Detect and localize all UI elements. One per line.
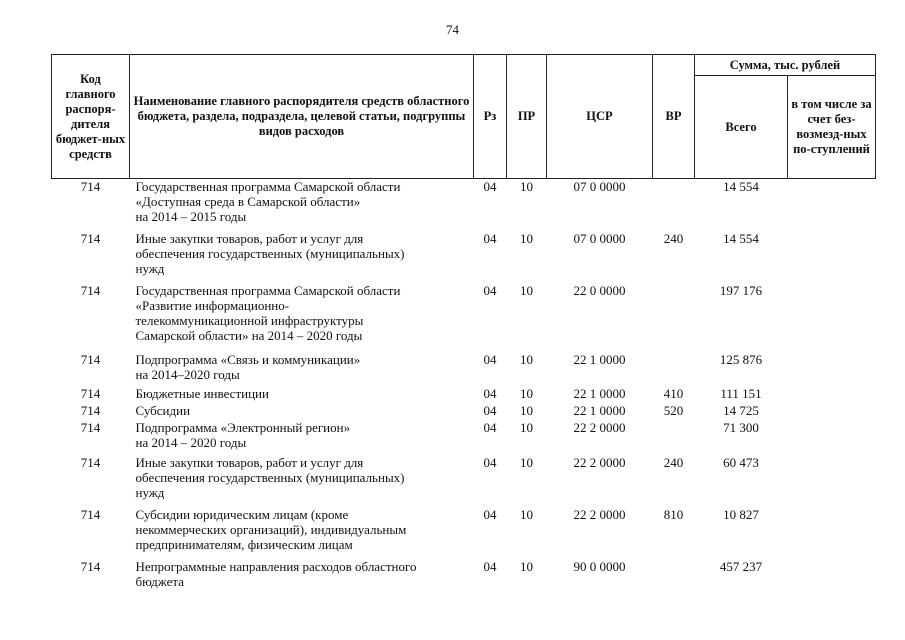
cell-vr — [653, 559, 695, 593]
cell-vr: 240 — [663, 230, 684, 246]
cell-vr — [653, 420, 695, 455]
cell-csr: 22 2 0000 — [573, 454, 626, 470]
cell-vr — [653, 352, 695, 386]
cell-name: Иные закупки товаров, работ и услуг для обеспечения государственных (муниципальных) нужд — [135, 454, 405, 500]
cell-code: 714 — [80, 419, 101, 435]
cell-code: 714 — [80, 385, 101, 401]
cell-rz: 04 — [483, 179, 497, 194]
cell-name: Государственная программа Самарской области «Доступная среда в Самарской области» на 2014 – 2015 годы — [135, 179, 401, 224]
cell-pr: 10 — [520, 351, 533, 367]
cell-incl — [788, 559, 876, 593]
cell-rz: 04 — [483, 282, 497, 298]
cell-total: 125 876 — [719, 351, 763, 367]
cell-name: Бюджетные инвестиции — [135, 385, 269, 401]
table-row — [52, 455, 876, 507]
cell-incl — [788, 403, 876, 420]
cell-incl — [788, 179, 876, 231]
header-vr: ВР — [653, 55, 695, 179]
header-rz: Рз — [474, 55, 507, 179]
table-row — [52, 507, 876, 559]
cell-name: Субсидии юридическим лицам (кроме некоммерческих организаций), индивидуальным предпринимателям, физическим лицам — [135, 506, 407, 552]
cell-code: 714 — [80, 230, 101, 246]
table-row — [52, 179, 876, 231]
cell-incl — [788, 420, 876, 455]
cell-incl — [788, 231, 876, 283]
header-sum-group: Сумма, тыс. рублей — [695, 55, 876, 76]
cell-total: 60 473 — [723, 454, 759, 470]
cell-csr: 90 0 0000 — [573, 558, 626, 574]
table-header — [52, 55, 876, 179]
cell-name: Государственная программа Самарской области «Развитие информационно- телекоммуникационной инфраструктуры Самарской области» на 2014 – 2020 годы — [135, 282, 401, 343]
cell-pr: 10 — [520, 385, 533, 401]
table-row — [52, 420, 876, 455]
cell-pr: 10 — [520, 506, 533, 522]
cell-rz: 04 — [483, 454, 497, 470]
header-name: Наименование главного распорядителя средств областного бюджета, раздела, подраздела, целевой статьи, подгруппы видов расходов — [130, 55, 474, 179]
cell-name: Субсидии — [135, 402, 191, 418]
cell-pr: 10 — [520, 282, 533, 298]
header-csr: ЦСР — [547, 55, 653, 179]
cell-csr: 07 0 0000 — [573, 179, 626, 194]
cell-pr: 10 — [520, 419, 533, 435]
cell-vr: 410 — [663, 385, 684, 401]
cell-code: 714 — [80, 179, 101, 194]
cell-vr: 810 — [663, 506, 684, 522]
cell-incl — [788, 283, 876, 352]
cell-total: 197 176 — [719, 282, 763, 298]
table-row — [52, 283, 876, 352]
cell-name: Подпрограмма «Связь и коммуникации» на 2014–2020 годы — [135, 351, 361, 382]
cell-name: Непрограммные направления расходов областного бюджета — [135, 558, 417, 589]
table-row — [52, 403, 876, 420]
cell-vr — [653, 179, 695, 231]
cell-code: 714 — [80, 282, 101, 298]
page-number: 74 — [446, 22, 459, 37]
cell-total: 14 554 — [723, 230, 759, 246]
cell-incl — [788, 455, 876, 507]
table-row — [52, 231, 876, 283]
cell-csr: 22 2 0000 — [573, 419, 626, 435]
cell-rz: 04 — [483, 558, 497, 574]
header-total: Всего — [695, 76, 788, 179]
cell-csr: 22 1 0000 — [573, 402, 626, 418]
cell-incl — [788, 507, 876, 559]
cell-rz: 04 — [483, 506, 497, 522]
cell-vr: 520 — [663, 402, 684, 418]
cell-total: 111 151 — [720, 385, 762, 401]
cell-incl — [788, 352, 876, 386]
cell-code: 714 — [80, 454, 101, 470]
header-incl: в том числе за счет без-возмезд-ных по-ступлений — [788, 76, 876, 179]
cell-rz: 04 — [483, 419, 497, 435]
cell-incl — [788, 386, 876, 403]
cell-code: 714 — [80, 402, 101, 418]
cell-rz: 04 — [483, 351, 497, 367]
cell-code: 714 — [80, 351, 101, 367]
table-row — [52, 386, 876, 403]
cell-name: Иные закупки товаров, работ и услуг для обеспечения государственных (муниципальных) нужд — [135, 230, 405, 276]
cell-pr: 10 — [520, 179, 533, 194]
cell-csr: 22 1 0000 — [573, 351, 626, 367]
budget-table — [51, 54, 876, 593]
cell-vr — [653, 283, 695, 352]
cell-total: 71 300 — [723, 419, 759, 435]
cell-code: 714 — [80, 506, 101, 522]
cell-csr: 22 0 0000 — [573, 282, 626, 298]
cell-rz: 04 — [483, 402, 497, 418]
cell-csr: 07 0 0000 — [573, 230, 626, 246]
cell-pr: 10 — [520, 402, 533, 418]
cell-pr: 10 — [520, 230, 533, 246]
cell-total: 457 237 — [719, 558, 763, 574]
cell-total: 10 827 — [723, 506, 759, 522]
header-code: Код главного распоря-дителя бюджет-ных средств — [52, 55, 130, 179]
cell-rz: 04 — [483, 230, 497, 246]
cell-pr: 10 — [520, 558, 533, 574]
header-pr: ПР — [507, 55, 547, 179]
cell-vr: 240 — [663, 454, 684, 470]
table-body — [52, 179, 876, 593]
cell-total: 14 554 — [723, 179, 759, 194]
table-row — [52, 352, 876, 386]
cell-rz: 04 — [483, 385, 497, 401]
cell-csr: 22 1 0000 — [573, 385, 626, 401]
cell-csr: 22 2 0000 — [573, 506, 626, 522]
cell-name: Подпрограмма «Электронный регион» на 2014 – 2020 годы — [135, 419, 351, 450]
cell-total: 14 725 — [723, 402, 759, 418]
cell-pr: 10 — [520, 454, 533, 470]
table-row — [52, 559, 876, 593]
cell-code: 714 — [80, 558, 101, 574]
